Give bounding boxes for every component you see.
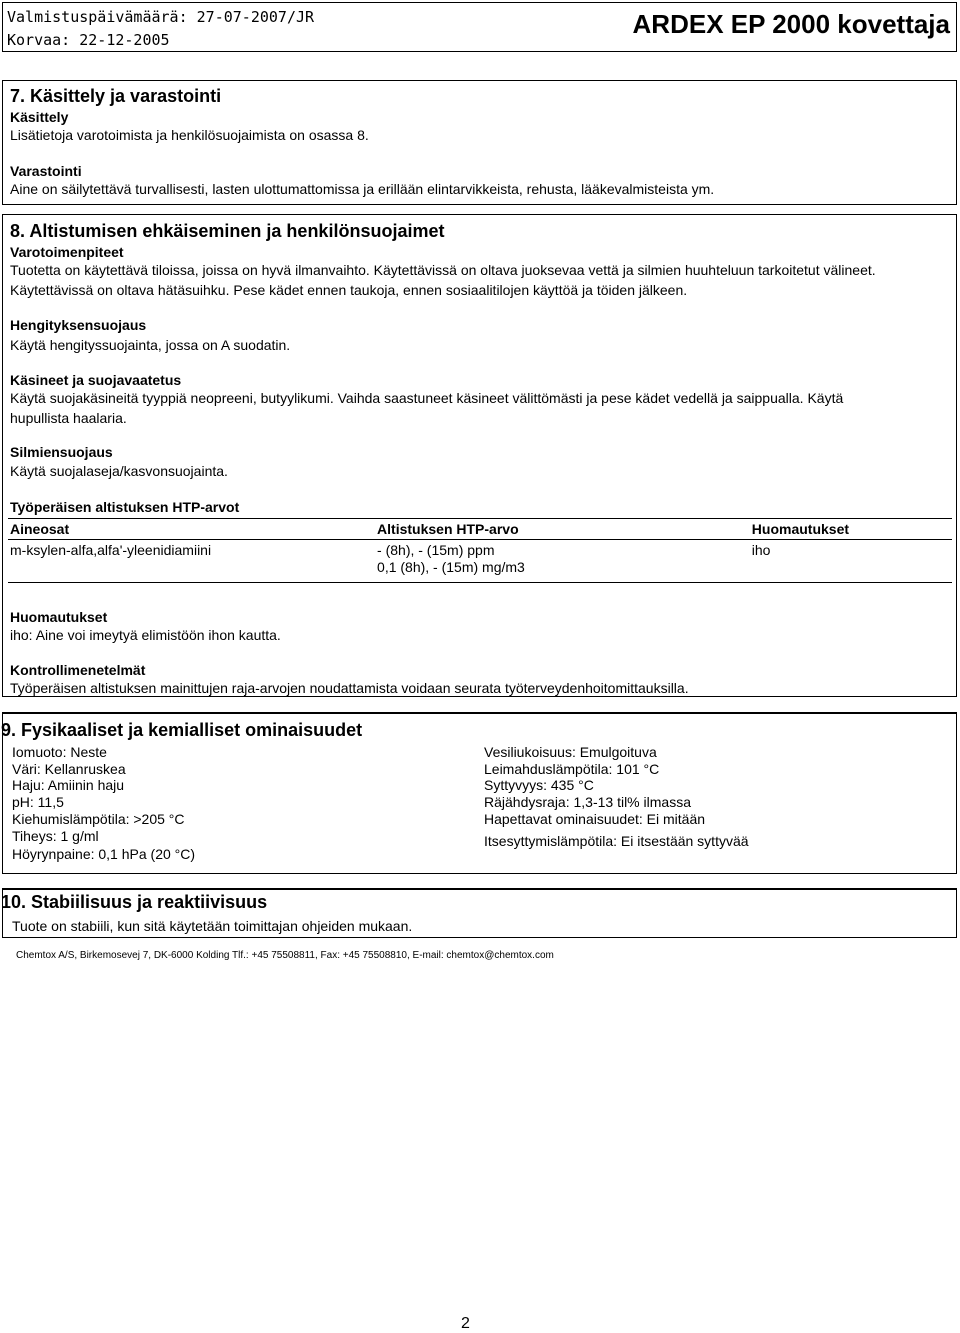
property-boiling-point: Kiehumislämpötila: >205 °C bbox=[12, 810, 185, 827]
property-density: Tiheys: 1 g/ml bbox=[12, 827, 99, 844]
precautions-line-2: Käytettävissä on oltava hätäsuihku. Pese kädet ennen taukoja, ennen sosiaalitilojen käyttöä ja töiden jälkeen. bbox=[10, 282, 688, 298]
section-9-title: 9. Fysikaaliset ja kemialliset ominaisuudet bbox=[1, 720, 363, 740]
company-footer: Chemtox A/S, Birkemosevej 7, DK-6000 Kolding Tlf.: +45 75508811, Fax: +45 75508810, E-mail: chemtox@chemtox.com bbox=[16, 950, 554, 961]
storage-label: Varastointi bbox=[10, 163, 82, 179]
precautions-label: Varotoimenpiteet bbox=[10, 244, 124, 260]
product-title: ARDEX EP 2000 kovettaja bbox=[632, 9, 950, 39]
hands-line-1: Käytä suojakäsineitä tyyppiä neopreeni, butyylikumi. Vaihda saastuneet käsineet välittömästi ja pese kädet vedellä ja saippualla. Käytä bbox=[10, 390, 844, 406]
document-header bbox=[2, 2, 957, 52]
table-cell-note: iho bbox=[750, 540, 952, 583]
property-color: Väri: Kellanruskea bbox=[12, 760, 126, 777]
precautions-line-1: Tuotetta on käytettävä tiloissa, joissa on hyvä ilmanvaihto. Käytettävissä on oltava juoksevaa vettä ja silmien huuhteluun tarkoitetut välineet. bbox=[10, 262, 876, 278]
property-autoignition: Itsesyttymislämpötila: Ei itsestään syttyvää bbox=[484, 832, 749, 849]
property-form: Iomuoto: Neste bbox=[12, 744, 107, 760]
control-text: Työperäisen altistuksen mainittujen raja-arvojen noudattamista voidaan seurata työterveydenhoitomittauksilla. bbox=[10, 680, 689, 696]
notes-label: Huomautukset bbox=[10, 609, 108, 625]
table-header-notes: Huomautukset bbox=[750, 519, 952, 540]
revision-date: Valmistuspäivämäärä: 27-07-2007/JR bbox=[7, 8, 315, 26]
table-cell-value-line-1: - (8h), - (15m) ppm bbox=[377, 542, 495, 558]
table-cell-substance: m-ksylen-alfa,alfa'-yleenidiamiini bbox=[8, 540, 375, 583]
property-ignition: Syttyvyys: 435 °C bbox=[484, 777, 594, 794]
eyes-text: Käytä suojalaseja/kasvonsuojainta. bbox=[10, 463, 228, 479]
eyes-label: Silmiensuojaus bbox=[10, 444, 113, 460]
property-ph: pH: 11,5 bbox=[12, 794, 64, 811]
page-number: 2 bbox=[461, 1315, 470, 1332]
htp-table bbox=[8, 518, 952, 583]
respiratory-text: Käytä hengityssuojainta, jossa on A suodatin. bbox=[10, 337, 291, 353]
properties-right bbox=[484, 744, 749, 849]
table-header-row bbox=[8, 519, 952, 540]
storage-text: Aine on säilytettävä turvallisesti, lasten ulottumattomissa ja erillään elintarvikkeista, rehusta, lääkevalmisteista ym. bbox=[10, 181, 715, 197]
section-10-text: Tuote on stabiili, kun sitä käytetään toimittajan ohjeiden mukaan. bbox=[12, 918, 413, 934]
property-explosion-limits: Räjähdysraja: 1,3-13 til% ilmassa bbox=[484, 794, 691, 811]
control-label: Kontrollimenetelmät bbox=[10, 662, 146, 678]
property-flash-point: Leimahduslämpötila: 101 °C bbox=[484, 760, 660, 777]
htp-title: Työperäisen altistuksen HTP-arvot bbox=[10, 499, 240, 515]
respiratory-label: Hengityksensuojaus bbox=[10, 317, 147, 333]
replaces-date: Korvaa: 22-12-2005 bbox=[7, 31, 170, 49]
table-header-value: Altistuksen HTP-arvo bbox=[375, 519, 750, 540]
property-water-solubility: Vesiliukoisuus: Emulgoituva bbox=[484, 744, 657, 760]
handling-text: Lisätietoja varotoimista ja henkilösuojaimista on osassa 8. bbox=[10, 127, 369, 143]
section-8-title: 8. Altistumisen ehkäiseminen ja henkilönsuojaimet bbox=[10, 221, 445, 241]
property-vapour-pressure: Höyrynpaine: 0,1 hPa (20 °C) bbox=[12, 846, 196, 863]
properties-left bbox=[12, 744, 195, 863]
table-cell-value-line-2: 0,1 (8h), - (15m) mg/m3 bbox=[377, 559, 525, 575]
notes-text: iho: Aine voi imeytyä elimistöön ihon kautta. bbox=[10, 627, 281, 643]
handling-label: Käsittely bbox=[10, 109, 69, 125]
table-cell-value bbox=[375, 540, 750, 583]
property-odor: Haju: Amiinin haju bbox=[12, 777, 125, 794]
table-row bbox=[8, 540, 952, 583]
hands-line-2: hupullista haalaria. bbox=[10, 410, 127, 426]
section-10-title: 10. Stabiilisuus ja reaktiivisuus bbox=[1, 892, 268, 912]
property-oxidizing: Hapettavat ominaisuudet: Ei mitään bbox=[484, 810, 706, 827]
table-header-substance: Aineosat bbox=[8, 519, 375, 540]
hands-label: Käsineet ja suojavaatetus bbox=[10, 372, 182, 388]
section-7-title: 7. Käsittely ja varastointi bbox=[10, 86, 222, 106]
